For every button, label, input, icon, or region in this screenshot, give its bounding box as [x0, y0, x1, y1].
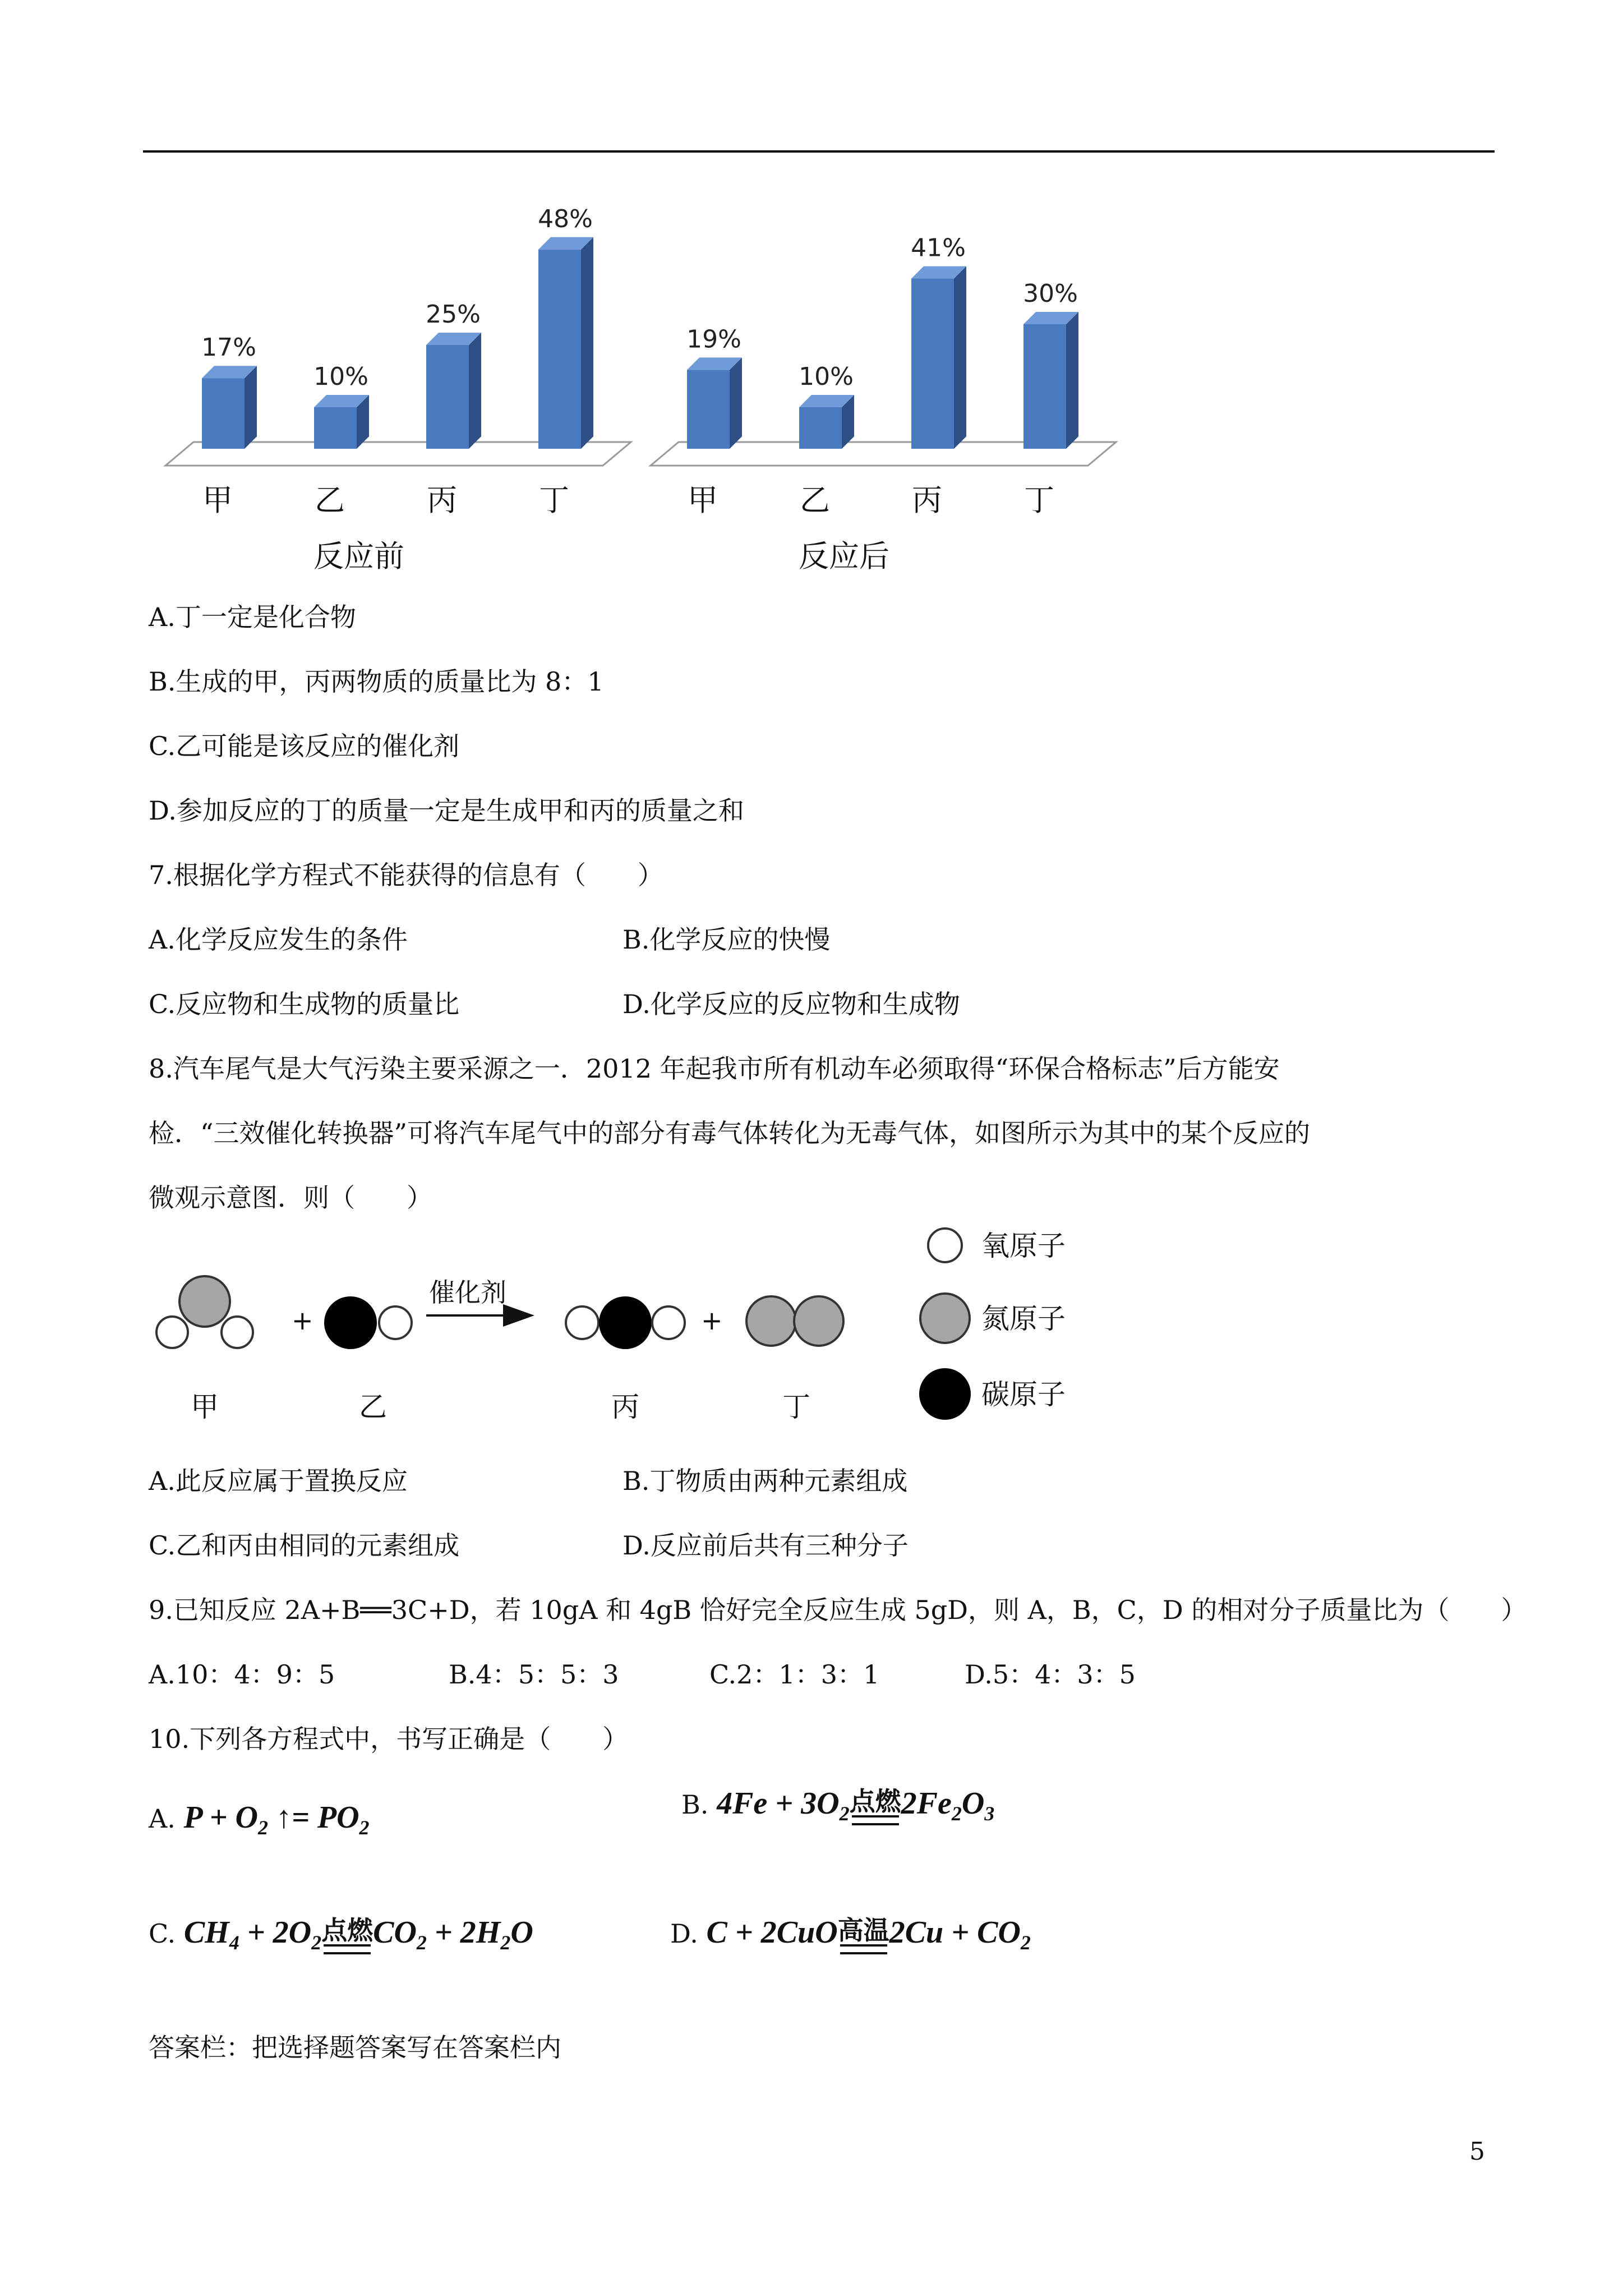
chart-0-value-label-3: 48%	[538, 204, 593, 233]
q8-stem-line-2: 检．“三效催化转换器”可将汽车尾气中的部分有毒气体转化为无毒气体，如图所示为其中的某个反应的	[149, 1118, 1311, 1148]
chart-1-title: 反应后	[799, 539, 889, 574]
chart-0-title: 反应前	[313, 539, 404, 574]
chart-1-category-1: 乙	[800, 482, 830, 518]
condition-high-temp-d: 高温	[838, 1916, 889, 1954]
page-number: 5	[1469, 2137, 1485, 2166]
condition-ignite-b: 点燃	[850, 1787, 901, 1825]
chart-1-value-label-1: 10%	[799, 362, 854, 391]
chart-1-bar-1	[799, 407, 842, 449]
chart-0-value-label-0: 17%	[201, 333, 256, 362]
q8-option-c: C.乙和丙由相同的元素组成	[149, 1530, 460, 1561]
q10-option-c-label: C.	[149, 1918, 176, 1949]
q7-option-c: C.反应物和生成物的质量比	[149, 989, 460, 1019]
chart-0-value-label-1: 10%	[313, 362, 368, 391]
q10-option-a-label: A.	[149, 1803, 176, 1834]
answer-instruction: 答案栏：把选择题答案写在答案栏内	[149, 2032, 561, 2063]
q8-option-d: D.反应前后共有三种分子	[623, 1530, 909, 1561]
q10-option-b	[681, 1778, 994, 1839]
q6-option-d: D.参加反应的丁的质量一定是生成甲和丙的质量之和	[149, 795, 744, 826]
q7-option-a: A.化学反应发生的条件	[149, 924, 408, 955]
q8-stem-line-1: 8.汽车尾气是大气污染主要采源之一．2012 年起我市所有机动车必须取得“环保合格标志”后方能安	[149, 1053, 1280, 1084]
arrow-catalyst-label: 催化剂	[429, 1277, 506, 1308]
chart-1-category-0: 甲	[688, 482, 718, 518]
q10-stem: 10.下列各方程式中，书写正确是（ ）	[149, 1724, 629, 1754]
chart-0-bar-2	[426, 345, 469, 449]
q7-stem: 7.根据化学方程式不能获得的信息有（ ）	[149, 860, 663, 890]
equation-b: $4Fe + 3O_2$ 点燃 $2Fe_2O_3$	[717, 1786, 995, 1825]
condition-ignite-c: 点燃	[321, 1916, 373, 1954]
q7-option-b: B.化学反应的快慢	[623, 924, 831, 955]
bar-charts	[149, 196, 1158, 578]
chart-1-bar-2	[911, 279, 954, 449]
molecule-jia	[156, 1276, 253, 1348]
chart-1-value-label-3: 30%	[1023, 279, 1078, 308]
q6-option-c: C.乙可能是该反应的催化剂	[149, 731, 460, 761]
header-rule	[143, 150, 1495, 153]
q9-option-c: C.2：1：3：1	[709, 1659, 880, 1690]
chart-1-category-2: 丙	[912, 482, 942, 518]
legend	[919, 1228, 1066, 1420]
diagram-label-yi: 乙	[359, 1391, 387, 1423]
chart-1-category-3: 丁	[1024, 482, 1054, 518]
chart-0-bar-0	[202, 378, 245, 449]
q6-option-b: B.生成的甲，丙两物质的质量比为 8：1	[149, 666, 604, 697]
q8-stem-line-3: 微观示意图．则（ ）	[149, 1182, 432, 1213]
chart-0-category-3: 丁	[539, 482, 569, 518]
legend-carbon: 碳原子	[981, 1378, 1066, 1411]
chart-0-bar-3-side	[581, 237, 593, 449]
chart-1-bar-2-side	[954, 266, 966, 449]
diagram-label-ding: 丁	[782, 1391, 810, 1423]
diagram-label-bing: 丙	[611, 1391, 639, 1423]
legend-oxygen: 氧原子	[981, 1230, 1066, 1262]
chart-0-value-label-2: 25%	[426, 300, 481, 329]
molecule-bing	[566, 1297, 685, 1348]
chart-0-category-2: 丙	[427, 482, 457, 518]
chart-0-bar-1	[314, 407, 357, 449]
q9-option-a: A.10：4：9：5	[149, 1659, 335, 1690]
equation-a: $P + O_2$ ↑= $PO_2$	[183, 1800, 370, 1839]
chart-1-value-label-0: 19%	[686, 325, 741, 354]
molecule-ding	[746, 1296, 843, 1346]
legend-nitrogen: 氮原子	[981, 1303, 1066, 1335]
chart-0-bar-2-side	[469, 333, 481, 449]
q6-option-a: A.丁一定是化合物	[149, 602, 356, 632]
q8-option-b: B.丁物质由两种元素组成	[623, 1466, 908, 1496]
q8-option-a: A.此反应属于置换反应	[149, 1466, 408, 1496]
equation-c: $CH_4 + 2O_2$ 点燃 $CO_2 + 2H_2O$	[183, 1915, 533, 1954]
q9-option-d: D.5：4：3：5	[965, 1659, 1136, 1690]
q10-option-d-label: D.	[670, 1918, 698, 1949]
q10-option-a	[149, 1792, 370, 1853]
q10-option-d	[670, 1907, 1031, 1968]
chart-1-value-label-2: 41%	[911, 233, 966, 263]
chart-0-category-1: 乙	[315, 482, 345, 518]
plus-sign-1: +	[292, 1305, 313, 1336]
chart-0-category-0: 甲	[202, 482, 233, 518]
q9-option-b: B.4：5：5：3	[449, 1659, 619, 1690]
chart-1-bar-3	[1023, 324, 1066, 449]
diagram-label-jia: 甲	[191, 1391, 219, 1423]
chart-0-bar-0-side	[245, 366, 257, 449]
chart-0-bar-3	[538, 250, 581, 449]
molecule-yi	[325, 1297, 412, 1348]
plus-sign-2: +	[701, 1305, 723, 1336]
chart-1-bar-0-side	[730, 357, 742, 449]
chart-1-bar-3-side	[1066, 312, 1078, 449]
q10-option-b-label: B.	[681, 1789, 709, 1820]
q10-option-c	[149, 1907, 533, 1968]
q7-option-d: D.化学反应的反应物和生成物	[623, 989, 960, 1019]
chart-1-bar-0	[687, 370, 730, 449]
q9-stem: 9.已知反应 2A+B══3C+D，若 10gA 和 4gB 恰好完全反应生成 5gD，则 A，B，C，D 的相对分子质量比为（ ）	[149, 1595, 1527, 1625]
equation-d: C + 2CuO 高温 $2Cu + CO_2$	[706, 1915, 1031, 1954]
reaction-micro-diagram	[143, 1212, 1124, 1436]
